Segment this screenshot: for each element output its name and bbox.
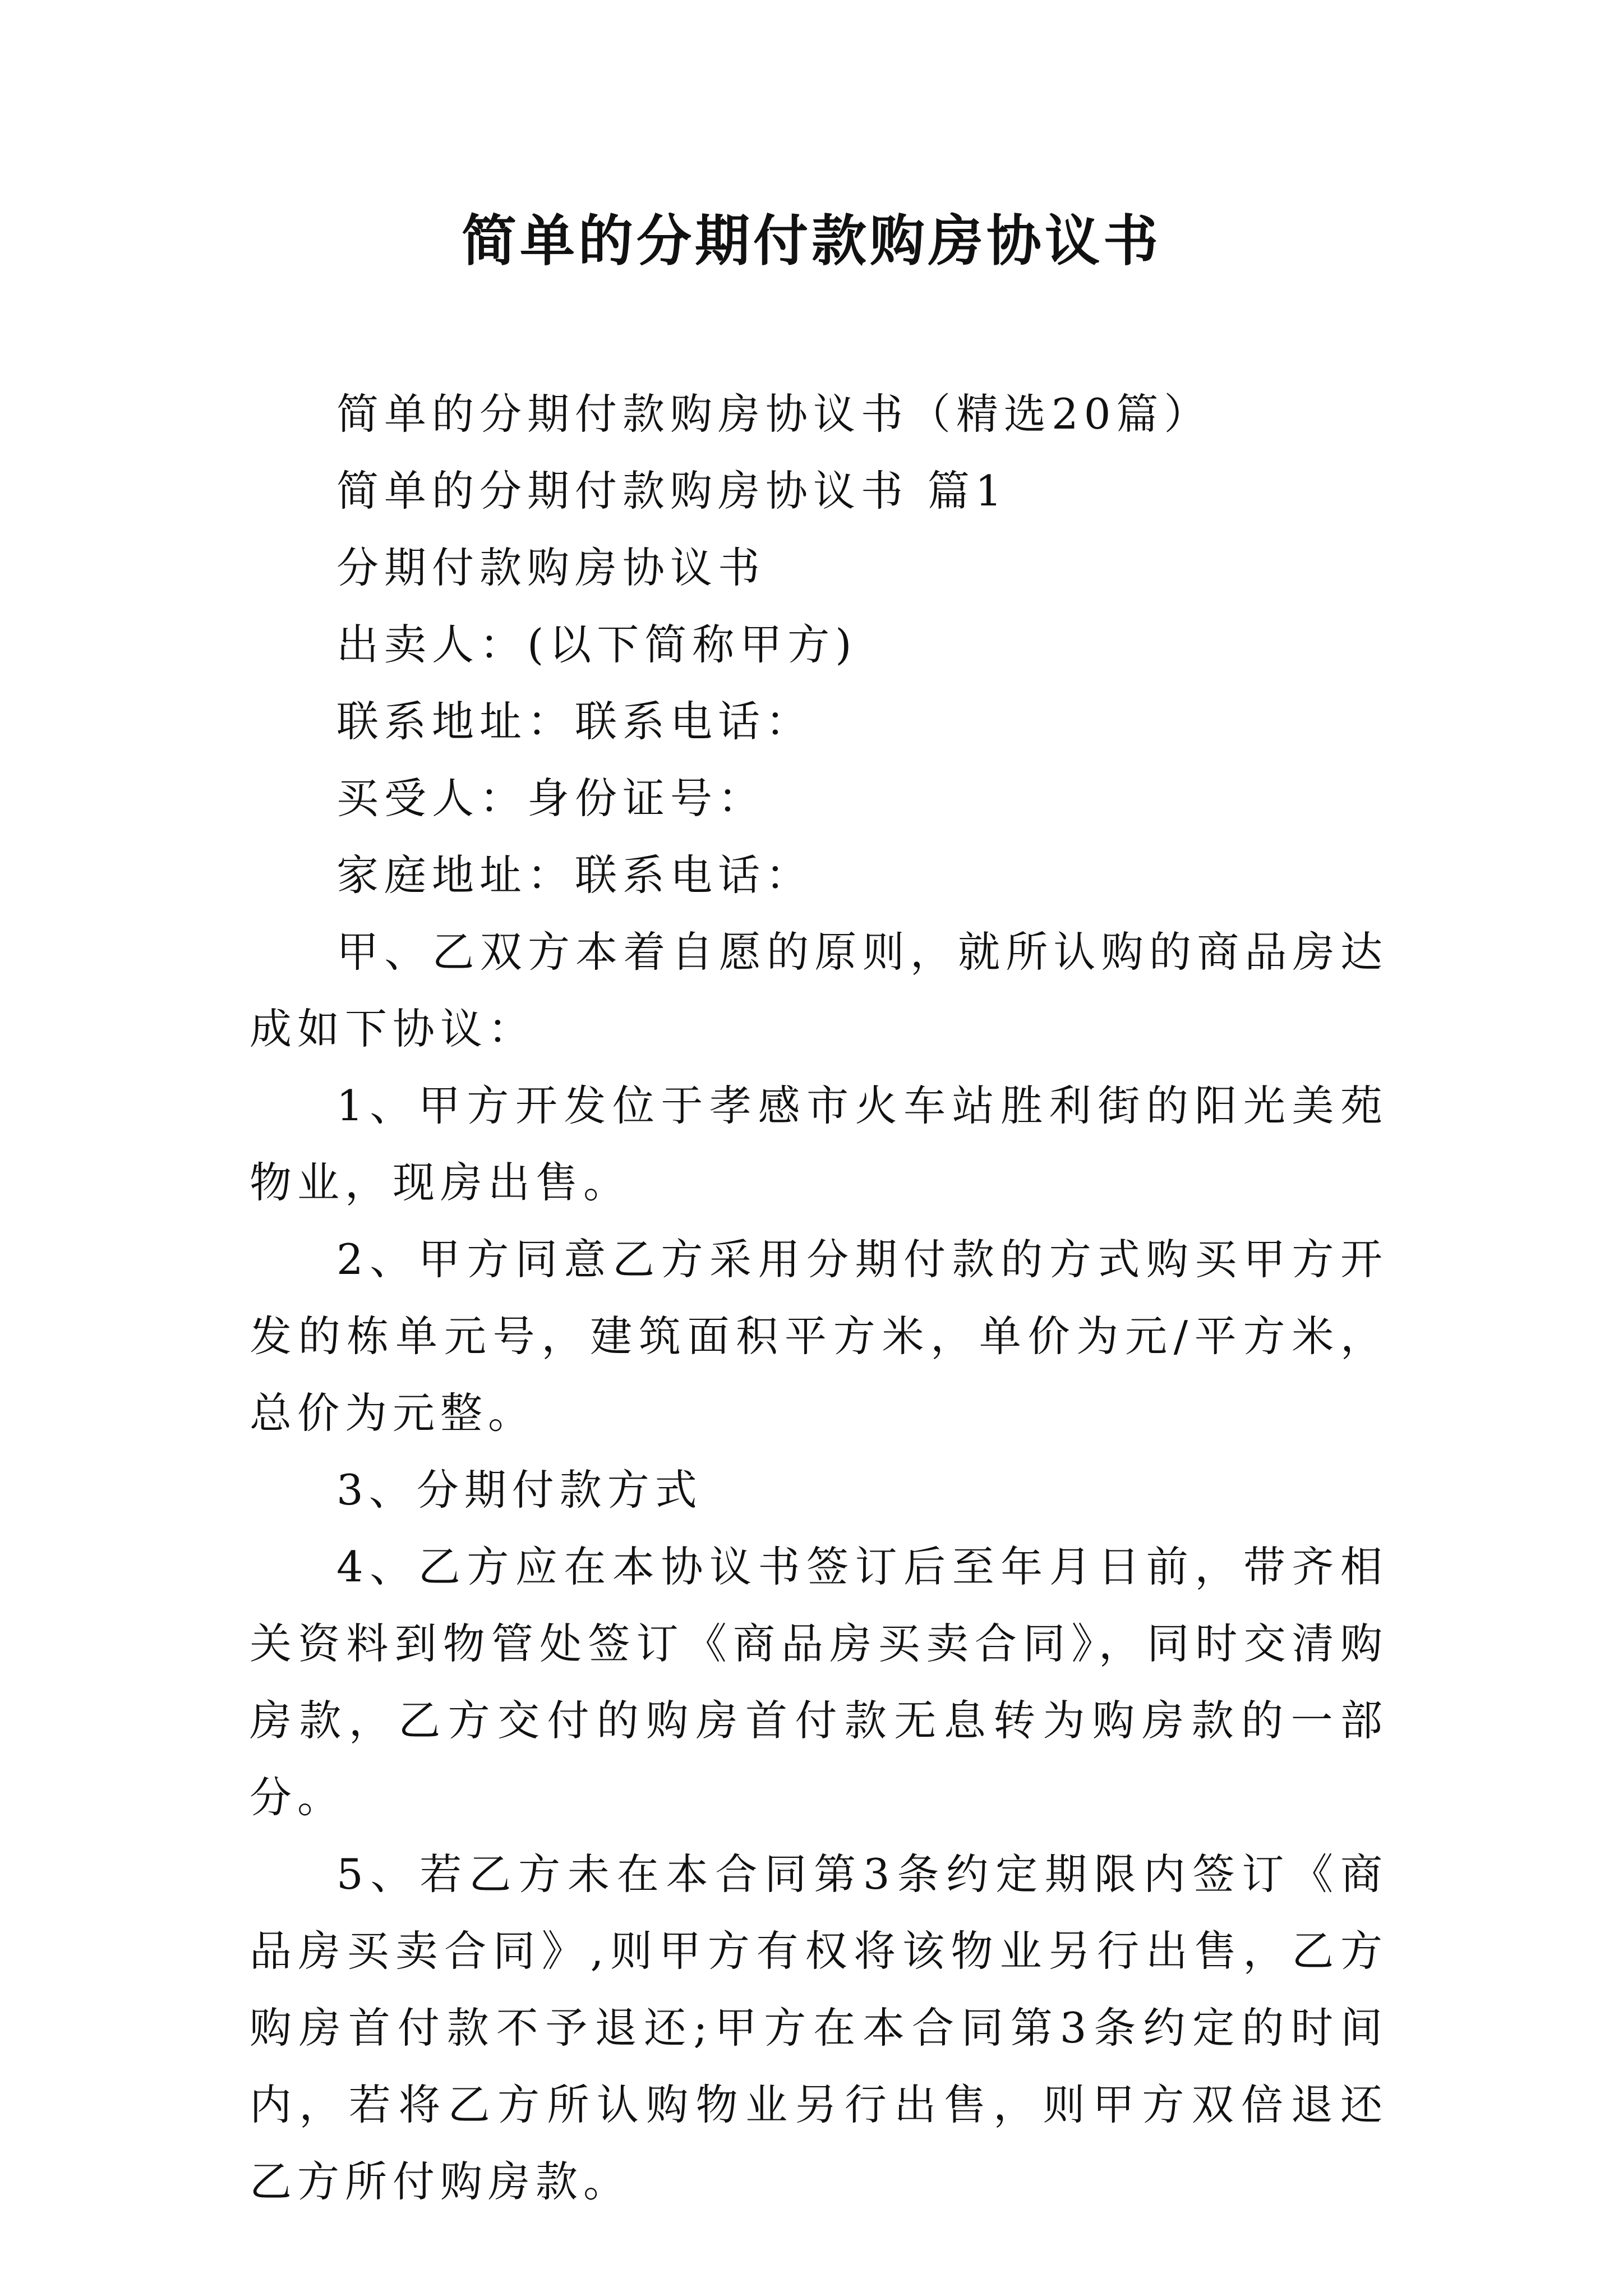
paragraph-agreement-name: 分期付款购房协议书 [336, 543, 766, 592]
paragraph-clause-3: 3、分期付款方式 [336, 1465, 703, 1515]
paragraph-buyer-contact: 家庭地址：联系电话： [336, 850, 814, 900]
paragraph-section-heading: 简单的分期付款购房协议书 篇1 [336, 466, 1008, 516]
paragraph-clause-1: 1、甲方开发位于孝感市火车站胜利街的阳光美苑物业，现房出售。 [250, 1081, 1388, 1207]
paragraph-clause-4: 4、乙方应在本协议书签订后至年月日前，带齐相关资料到物管处签订《商品房买卖合同》，同时交清购房款，乙方交付的购房首付款无息转为购房款的一部分。 [250, 1542, 1388, 1822]
paragraph-buyer: 买受人：身份证号： [336, 774, 766, 823]
paragraph-subtitle: 简单的分期付款购房协议书（精选20篇） [336, 389, 1212, 439]
paragraph-preamble: 甲、乙双方本着自愿的原则，就所认购的商品房达成如下协议： [250, 927, 1388, 1053]
document-body [250, 376, 1388, 2220]
paragraph-seller-contact: 联系地址：联系电话： [336, 697, 814, 746]
paragraph-clause-5: 5、若乙方未在本合同第3条约定期限内签订《商品房买卖合同》,则甲方有权将该物业另行出售，乙方购房首付款不予退还;甲方在本合同第3条约定的时间内，若将乙方所认购物业另行出售，则甲方双倍退还乙方所付购房款。 [250, 1849, 1388, 2206]
document-title: 简单的分期付款购房协议书 [461, 209, 1161, 273]
paragraph-clause-2: 2、甲方同意乙方采用分期付款的方式购买甲方开发的栋单元号，建筑面积平方米，单价为元/平方米，总价为元整。 [250, 1235, 1388, 1438]
paragraph-seller: 出卖人：(以下简称甲方) [336, 620, 857, 669]
